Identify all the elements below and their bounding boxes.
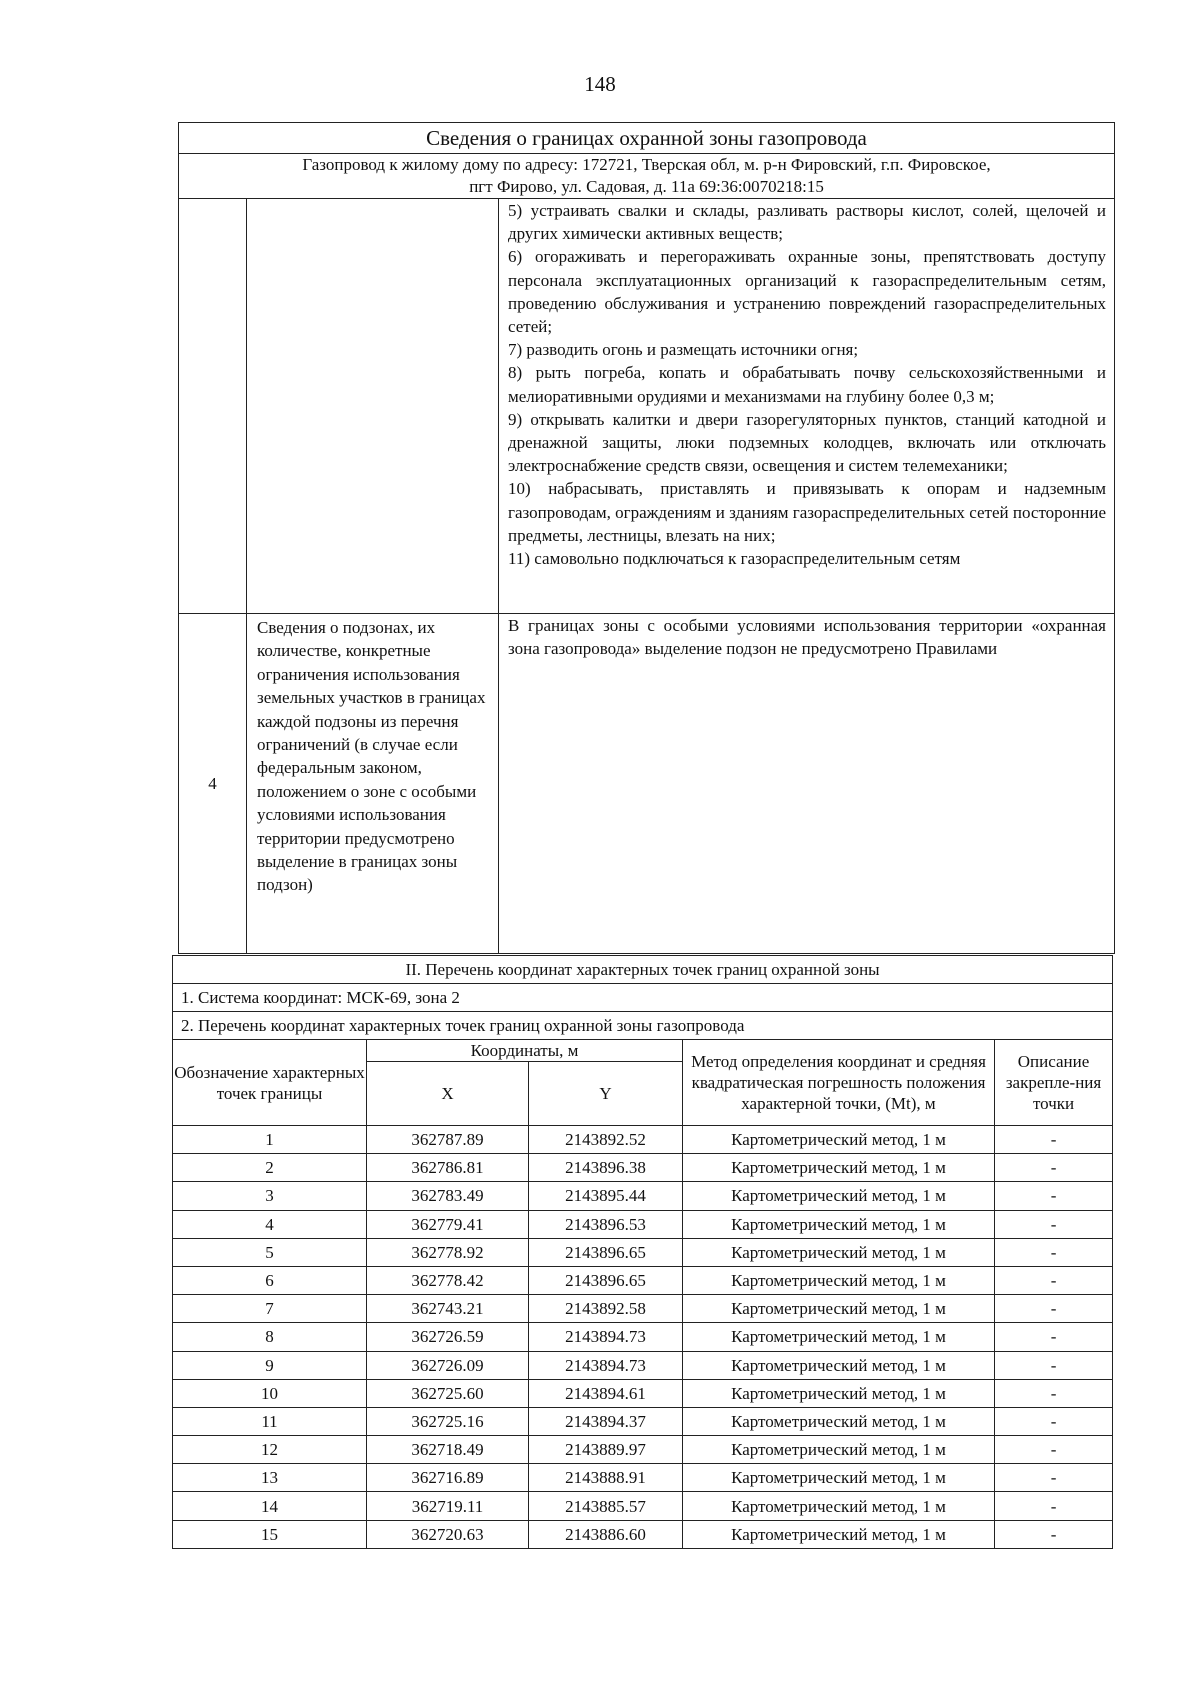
cell-point: 4: [173, 1210, 367, 1238]
cell-point: 8: [173, 1323, 367, 1351]
cell-method: Картометрический метод, 1 м: [683, 1238, 995, 1266]
cell-x: 362726.59: [367, 1323, 529, 1351]
cell-y: 2143886.60: [529, 1520, 683, 1548]
coordinates-list-title: 2. Перечень координат характерных точек границ охранной зоны газопровода: [173, 1012, 1113, 1040]
restriction-item: 9) открывать калитки и двери газорегуляторных пунктов, станций катодной и дренажной защиты, люки подземных колодцев, включать или отключать электроснабжение средств связи, освещения и систем телемеханики;: [508, 409, 1107, 476]
cell-point: 1: [173, 1126, 367, 1154]
cell-description: -: [995, 1492, 1113, 1520]
cell-x: 362716.89: [367, 1464, 529, 1492]
address-line-2: пгт Фирово, ул. Садовая, д. 11а 69:36:0070218:15: [469, 177, 824, 196]
table-row: [173, 1266, 1113, 1294]
cell-y: 2143896.53: [529, 1210, 683, 1238]
cell-y: 2143885.57: [529, 1492, 683, 1520]
restrictions-list: [499, 199, 1115, 614]
row-4-text: В границах зоны с особыми условиями использования территории «охранная зона газопровода» выделение подзон не предусмотрено Правилами: [499, 614, 1115, 954]
cell-method: Картометрический метод, 1 м: [683, 1182, 995, 1210]
restriction-item: 11) самовольно подключаться к газораспределительным сетям: [508, 549, 961, 569]
row-4-label: Сведения о подзонах, их количестве, конкретные ограничения использования земельных участков в границах каждой подзоны из перечня ограничений (в случае если федеральным законом, положением о зоне с особыми условиями использования территории предусмотрено выделение в границах зоны подзон): [247, 614, 499, 954]
table-row: [173, 1436, 1113, 1464]
cell-y: 2143894.61: [529, 1379, 683, 1407]
row-3-label: [247, 199, 499, 614]
cell-y: 2143896.65: [529, 1266, 683, 1294]
cell-point: 11: [173, 1407, 367, 1435]
cell-method: Картометрический метод, 1 м: [683, 1436, 995, 1464]
restriction-item: 5) устраивать свалки и склады, разливать растворы кислот, солей, щелочей и других химически активных веществ;: [508, 201, 1107, 244]
cell-description: -: [995, 1182, 1113, 1210]
cell-point: 2: [173, 1154, 367, 1182]
cell-y: 2143896.65: [529, 1238, 683, 1266]
coordinates-table: [172, 955, 1113, 1549]
table-row: [173, 1210, 1113, 1238]
page-number: 148: [584, 72, 616, 96]
section-title: II. Перечень координат характерных точек границ охранной зоны: [173, 956, 1113, 984]
cell-description: -: [995, 1126, 1113, 1154]
cell-description: -: [995, 1210, 1113, 1238]
cell-y: 2143894.37: [529, 1407, 683, 1435]
cell-x: 362718.49: [367, 1436, 529, 1464]
cell-point: 7: [173, 1295, 367, 1323]
cell-method: Картометрический метод, 1 м: [683, 1520, 995, 1548]
address-line-1: Газопровод к жилому дому по адресу: 172721, Тверская обл, м. р-н Фировский, г.п. Фировское,: [302, 155, 991, 174]
cell-x: 362720.63: [367, 1520, 529, 1548]
cell-y: 2143894.73: [529, 1323, 683, 1351]
coordinate-rows: [173, 1126, 1113, 1549]
table-row: [173, 1238, 1113, 1266]
cell-y: 2143896.38: [529, 1154, 683, 1182]
cell-description: -: [995, 1154, 1113, 1182]
restriction-item: 7) разводить огонь и размещать источники огня;: [508, 340, 859, 360]
table-row: [173, 1379, 1113, 1407]
object-address: [179, 154, 1115, 199]
cell-x: 362787.89: [367, 1126, 529, 1154]
cell-method: Картометрический метод, 1 м: [683, 1351, 995, 1379]
zone-info-table: [178, 122, 1115, 954]
cell-point: 6: [173, 1266, 367, 1294]
cell-method: Картометрический метод, 1 м: [683, 1266, 995, 1294]
cell-point: 15: [173, 1520, 367, 1548]
cell-description: -: [995, 1295, 1113, 1323]
cell-x: 362778.92: [367, 1238, 529, 1266]
cell-description: -: [995, 1351, 1113, 1379]
cell-y: 2143895.44: [529, 1182, 683, 1210]
cell-point: 13: [173, 1464, 367, 1492]
cell-description: -: [995, 1520, 1113, 1548]
header-method: Метод определения координат и средняя квадратическая погрешность положения характерной точки, (Mt), м: [683, 1040, 995, 1126]
header-x: X: [367, 1062, 529, 1126]
restriction-item: 6) огораживать и перегораживать охранные зоны, препятствовать доступу персонала эксплуатационных организаций к газораспределительным сетям, проведению обслуживания и устранению повреждений газораспределительных сетей;: [508, 247, 1107, 337]
restriction-item: 10) набрасывать, приставлять и привязывать к опорам и надземным газопроводам, ограждениям и зданиям газораспределительных сетей посторонние предметы, лестницы, влезать на них;: [508, 479, 1107, 545]
table-row: [173, 1323, 1113, 1351]
header-description: Описание закрепле-ния точки: [995, 1040, 1113, 1126]
cell-method: Картометрический метод, 1 м: [683, 1323, 995, 1351]
cell-method: Картометрический метод, 1 м: [683, 1210, 995, 1238]
cell-point: 5: [173, 1238, 367, 1266]
cell-point: 10: [173, 1379, 367, 1407]
cell-point: 3: [173, 1182, 367, 1210]
row-3-number: [179, 199, 247, 614]
cell-method: Картометрический метод, 1 м: [683, 1464, 995, 1492]
cell-method: Картометрический метод, 1 м: [683, 1407, 995, 1435]
cell-y: 2143892.52: [529, 1126, 683, 1154]
header-point: Обозначение характерных точек границы: [173, 1040, 367, 1126]
cell-description: -: [995, 1238, 1113, 1266]
cell-description: -: [995, 1436, 1113, 1464]
row-4-number: 4: [179, 614, 247, 954]
cell-x: 362786.81: [367, 1154, 529, 1182]
cell-description: -: [995, 1323, 1113, 1351]
table-row: [173, 1407, 1113, 1435]
cell-method: Картометрический метод, 1 м: [683, 1379, 995, 1407]
cell-x: 362725.60: [367, 1379, 529, 1407]
table-row: [173, 1520, 1113, 1548]
cell-description: -: [995, 1266, 1113, 1294]
cell-y: 2143889.97: [529, 1436, 683, 1464]
cell-x: 362719.11: [367, 1492, 529, 1520]
cell-point: 9: [173, 1351, 367, 1379]
cell-y: 2143892.58: [529, 1295, 683, 1323]
cell-x: 362725.16: [367, 1407, 529, 1435]
cell-x: 362778.42: [367, 1266, 529, 1294]
cell-description: -: [995, 1407, 1113, 1435]
zone-info-title: Сведения о границах охранной зоны газопровода: [179, 123, 1115, 154]
cell-method: Картометрический метод, 1 м: [683, 1492, 995, 1520]
table-row: [173, 1351, 1113, 1379]
table-row: [173, 1464, 1113, 1492]
header-coordinates: Координаты, м: [367, 1040, 683, 1062]
table-row: [173, 1182, 1113, 1210]
cell-x: 362743.21: [367, 1295, 529, 1323]
cell-point: 12: [173, 1436, 367, 1464]
table-row: [173, 1154, 1113, 1182]
cell-description: -: [995, 1379, 1113, 1407]
cell-method: Картометрический метод, 1 м: [683, 1126, 995, 1154]
cell-x: 362779.41: [367, 1210, 529, 1238]
cell-y: 2143894.73: [529, 1351, 683, 1379]
header-y: Y: [529, 1062, 683, 1126]
cell-method: Картометрический метод, 1 м: [683, 1154, 995, 1182]
cell-point: 14: [173, 1492, 367, 1520]
restriction-item: 8) рыть погреба, копать и обрабатывать почву сельскохозяйственными и мелиоративными орудиями и механизмами на глубину более 0,3 м;: [508, 363, 1107, 406]
cell-y: 2143888.91: [529, 1464, 683, 1492]
table-row: [173, 1295, 1113, 1323]
cell-description: -: [995, 1464, 1113, 1492]
cell-x: 362783.49: [367, 1182, 529, 1210]
cell-x: 362726.09: [367, 1351, 529, 1379]
cell-method: Картометрический метод, 1 м: [683, 1295, 995, 1323]
coordinate-system: 1. Система координат: МСК-69, зона 2: [173, 984, 1113, 1012]
table-row: [173, 1492, 1113, 1520]
table-row: [173, 1126, 1113, 1154]
